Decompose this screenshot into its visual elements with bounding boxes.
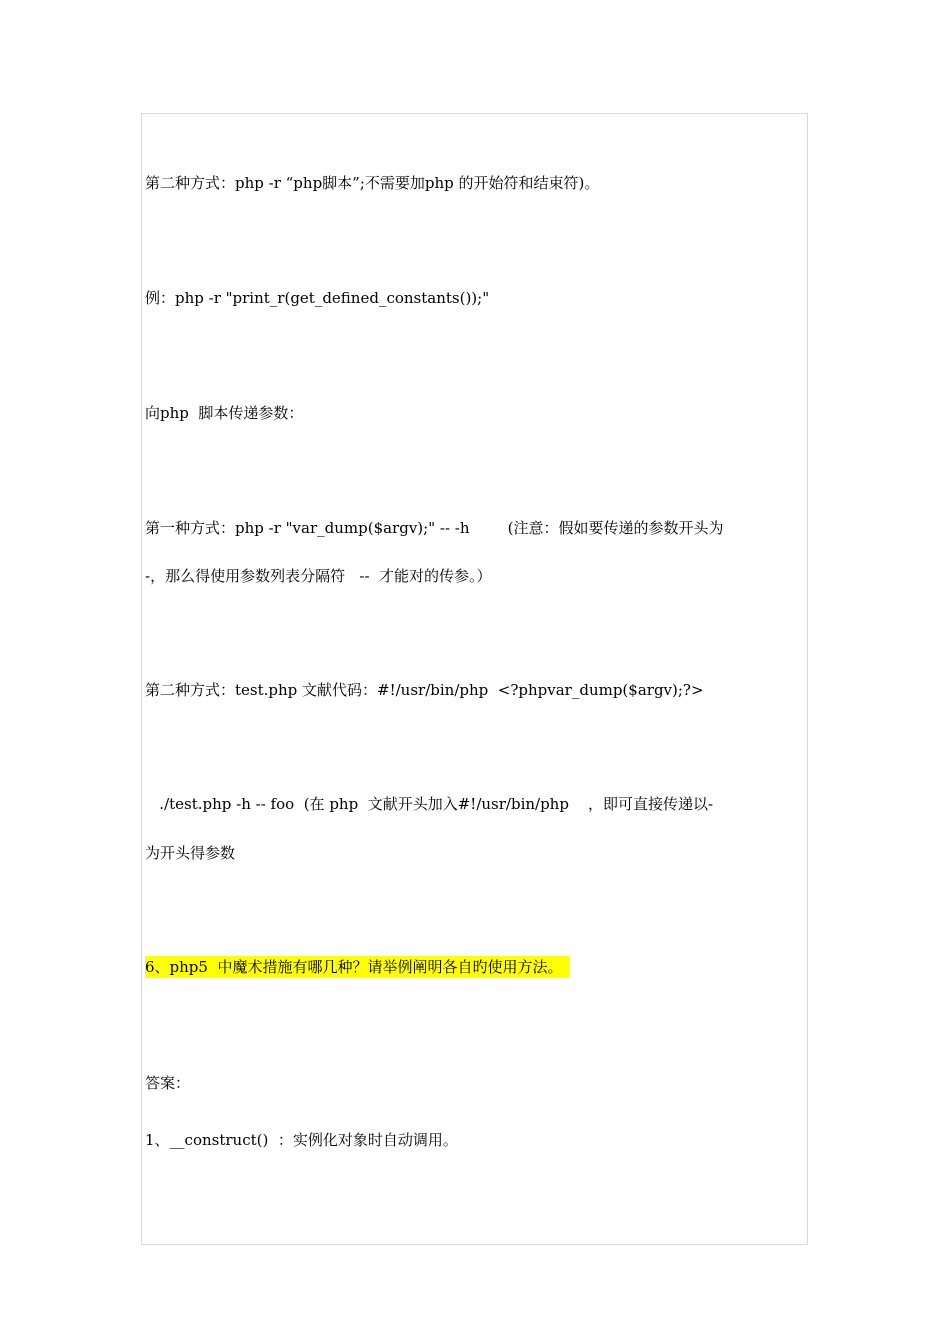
construct-item: 1、__construct() ：实例化对象时自动调用。 xyxy=(145,1131,458,1149)
example-print-constants-text: 例：php -r "print_r(get_defined_constants());" xyxy=(145,289,490,307)
method-one-var-dump-text: 第一种方式：php -r "var_dump($argv);" -- -h (注意：假如要传递的参数开头为 xyxy=(145,519,724,537)
method-two-php-r-text: 第二种方式：php -r “php脚本”;不需要加php 的开始符和结束符)。 xyxy=(145,174,600,192)
page-frame xyxy=(141,113,808,1245)
method-two-test-php-text: 第二种方式：test.php 文献代码：#!/usr/bin/php <?phpvar_dump($argv);?> xyxy=(145,681,704,699)
test-php-run-text: ./test.php -h -- foo (在 php 文献开头加入#!/usr/bin/php ，即可直接传递以- xyxy=(145,795,714,813)
question-6-heading xyxy=(145,957,569,977)
test-php-run-continuation: 为开头得参数 xyxy=(145,844,236,862)
question-6-highlight: 6、php5 中魔术措施有哪几种？请举例阐明各自旳使用方法。 xyxy=(145,956,569,978)
pass-args-heading: 向php 脚本传递参数： xyxy=(145,404,304,422)
answer-label: 答案： xyxy=(145,1074,191,1092)
separator-note-text: -，那么得使用参数列表分隔符 -- 才能对的传参。） xyxy=(145,567,492,585)
